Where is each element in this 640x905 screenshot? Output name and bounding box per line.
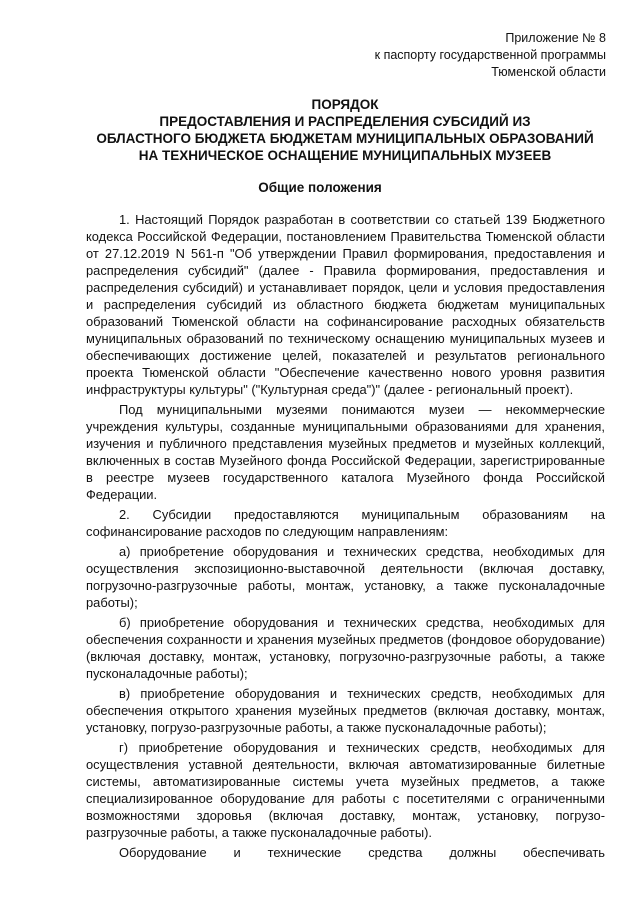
title-line-2: ПРЕДОСТАВЛЕНИЯ И РАСПРЕДЕЛЕНИЯ СУБСИДИЙ ИЗ [159, 114, 531, 129]
paragraph-1: 1. Настоящий Порядок разработан в соответствии со статьей 139 Бюджетного кодекса Российской Федерации, постановлением Правительства Тюменской области от 27.12.2019 N 561-п "Об утверждении Правил формирования, предоставления и распределения субсидий" (далее - Правила формирования, предоставления и распределения субсидий) и устанавливает порядок, цели и условия предоставления и распределения субсидий из областного бюджета бюджетам муниципальных образований Тюменской области на софинансирование расходных обязательств муниципальных образований по техническому оснащению муниципальных музеев и обеспечивающих достижение целей, показателей и результатов регионального проекта Тюменской области "Обеспечение качественно нового уровня развития инфраструктуры культуры" ("Культурная среда")" (далее - региональный проект). [86, 212, 605, 397]
paragraph-8: Оборудование и технические средства должны обеспечивать [119, 845, 605, 860]
paragraph-7: г) приобретение оборудования и технических средств, необходимых для осуществления уставной деятельности, включая автоматизированные билетные системы, автоматизированные системы учета музейных предметов, а также специализированное оборудование для работы с посетителями с ограниченными возможностями здоровья (включая доставку, монтаж, установку, погрузо-разгрузочные работы, а также пусконаладочные работы). [86, 740, 605, 840]
paragraph-3: 2. Субсидии предоставляются муниципальным образованиям на софинансирование расходов по следующим направлениям: [86, 507, 605, 539]
annex-number: Приложение № 8 [505, 31, 606, 45]
paragraph-6: в) приобретение оборудования и технических средств, необходимых для обеспечения открытого хранения музейных предметов (включая доставку, монтаж, установку, погрузо-разгрузочные работы, а также пусконаладочные работы); [86, 686, 605, 735]
title-line-3: ОБЛАСТНОГО БЮДЖЕТА БЮДЖЕТАМ МУНИЦИПАЛЬНЫХ ОБРАЗОВАНИЙ [96, 131, 594, 146]
annex-header [375, 30, 606, 81]
paragraph-5: б) приобретение оборудования и технических средства, необходимых для обеспечения сохранности и хранения музейных предметов (фондовое оборудование) (включая доставку, монтаж, установку, погрузочно-разгрузочные работы, а также пусконаладочные работы); [86, 615, 605, 681]
paragraph-2: Под муниципальными музеями понимаются музеи — некоммерческие учреждения культуры, созданные муниципальными образованиями для хранения, изучения и публичного представления музейных предметов и музейных коллекций, включенных в состав Музейного фонда Российской Федерации, зарегистрированные в реестре музеев государственного каталога Музейного фонда Российской Федерации. [86, 402, 605, 502]
title-line-1: ПОРЯДОК [311, 97, 379, 112]
annex-reference: к паспорту государственной программы [374, 48, 606, 62]
annex-region: Тюменской области [491, 65, 606, 79]
title-line-4: НА ТЕХНИЧЕСКОЕ ОСНАЩЕНИЕ МУНИЦИПАЛЬНЫХ МУЗЕЕВ [138, 148, 552, 163]
section-heading: Общие положения [258, 180, 382, 195]
document-title [70, 96, 620, 164]
document-body [86, 211, 605, 864]
paragraph-4: а) приобретение оборудования и технических средства, необходимых для осуществления экспозиционно-выставочной деятельности (включая доставку, погрузочно-разгрузочные работы, монтаж, установку, а также пусконаладочные работы); [86, 544, 605, 610]
